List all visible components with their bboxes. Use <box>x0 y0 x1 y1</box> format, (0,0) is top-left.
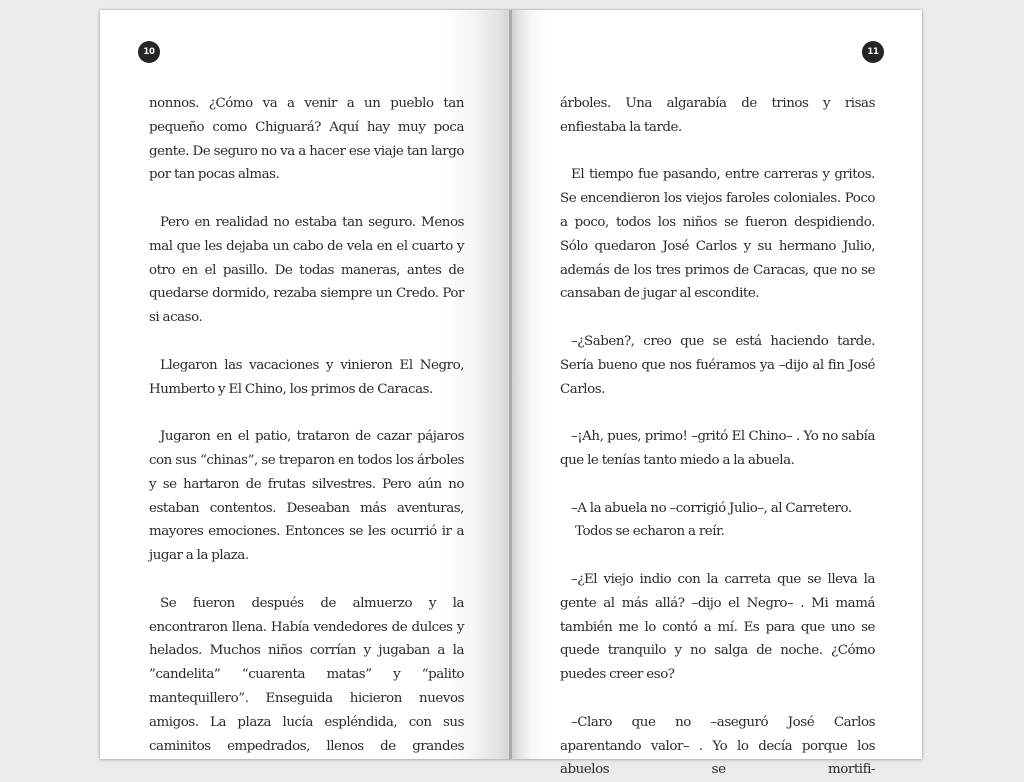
left-page-text <box>149 92 464 758</box>
book-spine <box>509 10 512 759</box>
right-page-text <box>560 92 875 782</box>
page-number-left: 10 <box>138 41 160 63</box>
right-page <box>511 10 922 778</box>
paragraph: –¡Ah, pues, primo! –gritó El Chino– . Yo no sabía que le tenías tanto miedo a la abuela. <box>560 429 875 468</box>
paragraph: –A la abuela no –corrigió Julio–, al Carretero. <box>571 500 852 516</box>
paragraph: –¿Saben?, creo que se está haciendo tarde. Sería bueno que nos fuéramos ya –dijo al fin José Carlos. <box>560 333 875 397</box>
paragraph: Llegaron las vacaciones y vinieron El Negro, Humberto y El Chino, los primos de Caracas. <box>149 357 464 397</box>
left-page <box>100 10 511 759</box>
paragraph: –¿El viejo indio con la carreta que se lleva la gente al más allá? –dijo el Negro– . Mi mamá también me lo contó a mí. Es para que uno se quede tranquilo y no salga de noche. ¿Cómo puedes creer eso? <box>560 571 875 683</box>
page-number-right: 11 <box>862 41 884 63</box>
paragraph: árboles. Una algarabía de trinos y risas enfiestaba la tarde. <box>560 96 875 135</box>
paragraph: Se fueron después de almuerzo y la encontraron llena. Había vendedores de dulces y helados. Muchos niños corrían y jugaban a la ”candelita” “cuarenta matas” y “palito mantequillero”. Enseguida hicieron nuevos amigos. La plaza lucía espléndida, con sus caminitos empedrados, llenos de grandes <box>149 595 464 754</box>
paragraph: Pero en realidad no estaba tan seguro. Menos mal que les dejaba un cabo de vela en el cuarto y otro en el pasillo. De todas maneras, antes de quedarse dormido, rezaba siempre un Credo. Por si acaso. <box>149 214 464 326</box>
paragraph: Todos se echaron a reír. <box>575 524 725 540</box>
paragraph: Jugaron en el patio, trataron de cazar pájaros con sus “chinas”, se treparon en todos los árboles y se hartaron de frutas silvestres. Pero aún no estaban contentos. Deseaban más aventuras, mayores emociones. Entonces se les ocurrió ir a jugar a la plaza. <box>149 429 464 564</box>
paragraph: nonnos. ¿Cómo va a venir a un pueblo tan pequeño como Chiguará? Aquí hay muy poca gente. De seguro no va a hacer ese viaje tan largo por tan pocas almas. <box>149 96 464 183</box>
paragraph: –Claro que no –aseguró José Carlos aparentando valor– . Yo lo decía porque los abuelos se mortifi- <box>560 714 875 778</box>
paragraph: El tiempo fue pasando, entre carreras y gritos. Se encendieron los viejos faroles coloniales. Poco a poco, todos los niños se fueron despidiendo. Sólo quedaron José Carlos y su hermano Julio, además de los tres primos de Caracas, que no se cansaban de jugar al escondite. <box>560 167 875 302</box>
open-book <box>100 10 922 778</box>
